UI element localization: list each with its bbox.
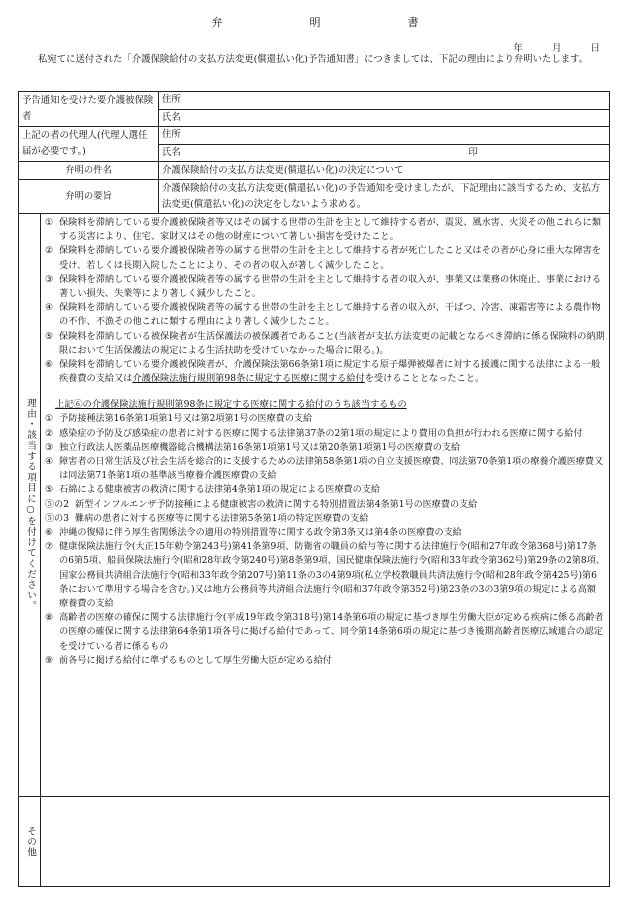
reasons-cell[interactable] <box>41 214 610 797</box>
sub-item[interactable] <box>45 455 605 483</box>
sub-item-number: ① <box>45 414 54 425</box>
sub-item-number: ⑤の3 <box>45 513 69 524</box>
reason-item[interactable] <box>45 244 605 272</box>
reason-item-number: ③ <box>45 273 54 285</box>
sub-item-number: ④ <box>45 457 54 468</box>
sub-item-number: ③ <box>45 442 54 453</box>
reason-label-cell <box>19 214 41 797</box>
reason-item-text: 保険料を滞納している要介護被保険者等又はその属する世帯の生計を主として維持する者が、震災、風水害、火災その他これらに類する災害により、住宅、家財又はその他の財産について著しい損害を受けたこと。 <box>59 217 602 243</box>
sub-item-text: 難病の患者に対する医療等に関する法律第5条第1項の特定医療費の支給 <box>74 513 369 524</box>
sub-item-text: 健康保険法施行令(大正15年勅令第243号)第41条第9項、防衛省の職員の給与等に関する法律施行令(昭和27年政令第368号)第17条の6第5項、船員保険法施行令(昭和28年政令第240号)第8条第9項、国民健康保険法施行令(昭和33年政令第362号)第29条の2第8項、国家公務員共済組合法施行令(昭和33年政令第207号)第11条の3の4第9項(私立学校教職員共済法施行令(昭和28年政令第425号)第6条において準用する場合を含む。)又は地方公務員等共済組合法施行令(昭和37年政令第352号)第23条の3の3第9項の規定による高額療養費の支給 <box>59 542 605 610</box>
reason-item[interactable] <box>45 301 605 329</box>
sub-item-number: ⑤の2 <box>45 499 69 510</box>
insured-name-label: 氏名 <box>162 111 181 123</box>
reason-item-6[interactable] <box>45 358 605 386</box>
sub-items-list <box>45 412 605 668</box>
reason-text: 保険料を滞納している要介護被保険者が、介護保険法第66条第1項に規定する原子爆弾被爆者に対する援護に関する法律による一般疾養費の支給又は介護保険法施行規則第98条に規定する医療に関する給付を受けることとなったこと。 <box>59 359 601 385</box>
insured-address-label: 住所 <box>162 94 181 106</box>
reason-number: ⑥ <box>45 359 54 371</box>
reason-item-number: ④ <box>45 302 54 314</box>
other-input-cell[interactable] <box>41 797 610 887</box>
other-label: その他 <box>25 825 36 858</box>
date-month: 月 <box>551 43 562 54</box>
sub-item[interactable] <box>45 483 605 497</box>
reason-item-text: 保険料を滞納している要介護被保険者等の属する世帯の生計を主として維持する者が死亡したこと又はその者が心身に重大な障害を受け、若しくは長期入院したことにより、その者の収入が著しく減少したこと。 <box>59 245 602 271</box>
date-year: 年 <box>513 43 523 54</box>
other-label-cell <box>19 797 41 887</box>
agent-name-cell[interactable] <box>159 144 610 162</box>
sub-item-text: 沖縄の復帰に伴う厚生省関係法令の適用の特別措置等に関する政令第3条又は第4条の医療費の支給 <box>59 528 462 539</box>
sub-item-number: ⑤ <box>45 485 54 496</box>
sub-item-text: 予防接種法第16条第1項第1号又は第2項第1号の医療費の支給 <box>59 414 313 425</box>
sub-item-number: ⑦ <box>45 542 54 553</box>
reason-label: 理由・該当する項目に○を付けてください。 <box>25 398 36 612</box>
sub-item[interactable] <box>45 412 605 426</box>
document-title: 弁 明 書 <box>211 16 457 29</box>
sub-item[interactable] <box>45 427 605 441</box>
reason-item-text: 保険料を滞納している要介護被保険者等の属する世帯の生計を主として維持する者の収入が、事業又は業務の休廃止、事業における著しい損失、失業等により著しく減少したこと。 <box>59 273 602 300</box>
agent-name-label: 氏名 <box>162 146 181 158</box>
insured-label: 予告通知を受けた要介護被保険者 <box>19 92 159 127</box>
sub-item[interactable] <box>45 512 605 526</box>
sub-item-text: 感染症の予防及び感染症の患者に対する医療に関する法律第37条の2第1項の規定により費用の負担が行われる医療に関する給付 <box>59 428 583 439</box>
date-day: 日 <box>590 43 600 54</box>
sub-item[interactable] <box>45 498 605 512</box>
subject-value: 介護保険給付の支払方法変更(償還払い化)の決定について <box>159 162 610 180</box>
intro-text: 私宛てに送付された「介護保険給付の支払方法変更(償還払い化)予告通知書」につきましては、下記の理由により弁明いたします。 <box>38 54 589 65</box>
sub-item-text: 高齢者の医療の確保に関する法律施行令(平成19年政令第318号)第14条第6項の規定に基づき厚生労働大臣が定める疾病に係る高齢者の医療の確保に関する法律第64条第1項各号に掲げる給付であって、同令第14条第6項の規定に基づき後期高齢者医療広域連合の認定を受けている者に係るもの <box>59 613 604 652</box>
reasons-list <box>45 216 605 358</box>
rule-98-underlined: 介護保険法施行規則第98条に規定する医療に関する給付 <box>132 373 365 385</box>
reason-item-text: 保険料を滞納している要介護被保険者等の属する世帯の生計を主として維持する者の収入が、干ばつ、冷害、凍霜害等による農作物の不作、不漁その他これに類する理由により著しく減少したこと。 <box>59 302 601 328</box>
sub-item-number: ⑧ <box>45 613 54 624</box>
sub-item[interactable] <box>45 526 605 540</box>
sub-item[interactable] <box>45 540 605 611</box>
sub-item-number: ② <box>45 428 54 439</box>
reason-item-text: 保険料を滞納している被保険者が生活保護法の被保護者であること(当該者が支払方法変更の記載となるべき滞納に係る保険料の納期限において生活保護法の規定による生活扶助を受けていなかった場合に限る。)。 <box>59 330 605 356</box>
reason-item[interactable] <box>45 216 605 244</box>
gist-label: 弁明の要旨 <box>19 180 159 214</box>
form-table <box>18 91 610 887</box>
reason-item-number: ⑤ <box>45 330 54 342</box>
agent-label: 上記の者の代理人(代理人選任届が必要です。) <box>19 127 159 162</box>
insured-name-cell[interactable] <box>159 109 610 127</box>
reason-item[interactable] <box>45 273 605 301</box>
reason-item-number: ② <box>45 245 54 257</box>
reason-item[interactable] <box>45 330 605 358</box>
subject-label: 弁明の件名 <box>19 162 159 180</box>
sub-item[interactable] <box>45 441 605 455</box>
seal-mark: 印 <box>468 146 478 158</box>
sub-item-text: 石綿による健康被害の救済に関する法律第4条第1項の規定による医療費の支給 <box>59 485 380 496</box>
gist-value: 介護保険給付の支払方法変更(償還払い化)の予告通知を受けましたが、下記理由に該当するため、支払方法変更(償還払い化)の決定をしないよう求める。 <box>159 180 610 214</box>
sub-item-text: 前各号に掲げる給付に準ずるものとして厚生労働大臣が定める給付 <box>59 655 332 666</box>
sub-item-text: 独立行政法人医薬品医療機器総合機構法第16条第1項第1号又は第20条第1項第1号の医療費の支給 <box>59 442 461 453</box>
sub-item-number: ⑥ <box>45 528 54 539</box>
sub-item-text: 障害者の日常生活及び社会生活を総合的に支援するための法律第58条第1項の自立支援医療費、同法第70条第1項の療養介護医療費又は同法第71条第1項の基準該当療養介護医療費の支給 <box>59 457 604 482</box>
insured-address-cell[interactable] <box>159 92 610 110</box>
sub-item[interactable] <box>45 611 605 654</box>
agent-address-label: 住所 <box>162 129 181 141</box>
reason-item-number: ① <box>45 217 54 228</box>
sub-item[interactable] <box>45 654 605 668</box>
sub-heading: 上記⑥の介護保険法施行規則第98条に規定する医療に関する給付のうち該当するもの <box>55 399 407 411</box>
sub-item-number: ⑨ <box>45 655 54 666</box>
agent-address-cell[interactable] <box>159 127 610 145</box>
sub-item-text: 新型インフルエンザ予防接種による健康被害の救済に関する特別措置法第4条第1号の医療費の支給 <box>74 499 478 510</box>
